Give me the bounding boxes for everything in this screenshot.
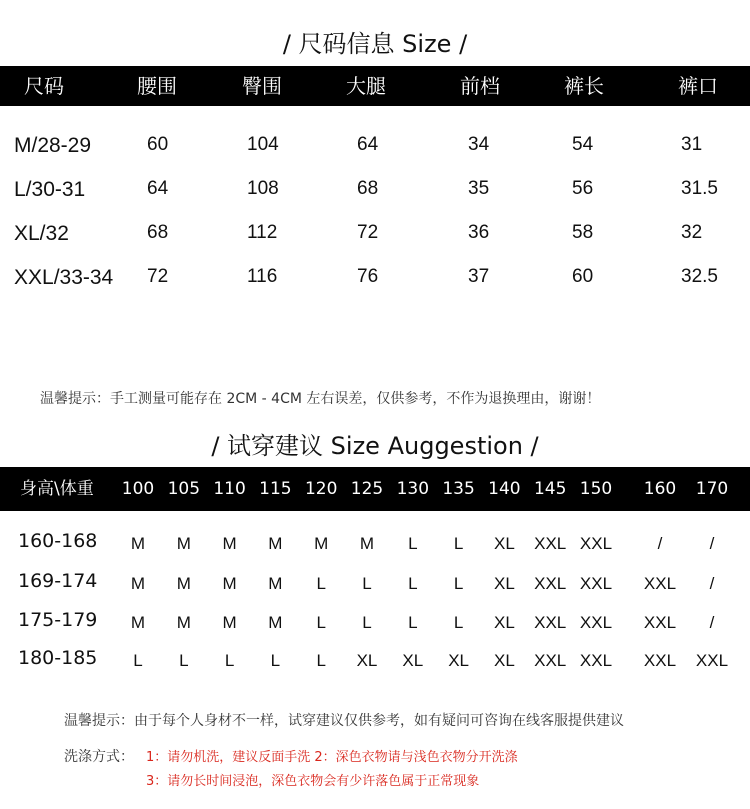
fit-size-cell: M [268, 574, 283, 593]
height-range: 160-168 [18, 530, 98, 552]
size-cell: 56 [572, 178, 594, 199]
weight-header: 130 [396, 479, 430, 499]
weight-header: 125 [350, 479, 384, 499]
height-range: 175-179 [18, 609, 98, 631]
fit-size-cell: XXL [534, 534, 567, 553]
height-range: 180-185 [18, 647, 98, 669]
fit-size-cell: XXL [534, 574, 567, 593]
size-cell: 31.5 [681, 178, 718, 199]
size-row-label: L/30-31 [14, 178, 86, 201]
size-cell: 116 [247, 266, 278, 287]
fit-size-cell: L [453, 613, 464, 632]
fit-size-cell: XXL [579, 613, 613, 632]
fit-size-cell: L [408, 613, 418, 632]
size-cell: 60 [572, 266, 594, 287]
size-cell: 112 [247, 222, 278, 243]
header-hip: 臀围 [242, 74, 282, 98]
size-row-label: XXL/33-34 [14, 266, 114, 289]
fit-note: 温馨提示：由于每个人身材不一样，试穿建议仅供参考，如有疑问可咨询在线客服提供建议 [64, 713, 624, 729]
fit-size-cell: XXL [579, 574, 613, 593]
header-thigh: 大腿 [346, 74, 386, 98]
size-cell: 36 [468, 222, 490, 243]
fit-size-cell: L [270, 651, 281, 670]
header-size: 尺码 [24, 74, 64, 98]
weight-header: 135 [442, 479, 475, 499]
weight-header: 150 [579, 479, 613, 499]
weight-header: 105 [167, 479, 201, 499]
fit-size-cell: M [268, 534, 283, 553]
fit-size-cell: L [408, 574, 418, 593]
fit-size-cell: XXL [695, 651, 729, 670]
header-waist: 腰围 [137, 74, 177, 98]
fit-size-cell: M [130, 574, 146, 593]
fit-size-cell: XXL [579, 651, 613, 670]
fit-size-cell: L [362, 613, 372, 632]
size-info-title: / 尺码信息 Size / [282, 30, 468, 58]
header-height-weight: 身高\体重 [20, 479, 94, 499]
fit-size-cell: L [133, 651, 143, 670]
washing-label: 洗涤方式： [64, 749, 134, 765]
size-suggestion-title: / 试穿建议 Size Auggestion / [211, 432, 539, 460]
fit-size-cell: XXL [579, 534, 613, 553]
size-cell: 108 [247, 178, 279, 199]
fit-size-cell: XL [448, 651, 469, 670]
weight-header: 160 [643, 479, 677, 499]
size-cell: 32.5 [681, 266, 718, 287]
fit-size-cell: L [316, 574, 326, 593]
fit-size-cell: XXL [643, 651, 677, 670]
fit-size-cell: M [268, 613, 283, 632]
size-cell: 104 [247, 134, 279, 155]
fit-size-cell: / [709, 574, 715, 593]
fit-size-cell: M [314, 534, 329, 553]
size-cell: 68 [357, 178, 379, 199]
fit-size-cell: L [316, 651, 326, 670]
washing-line-2: 3：请勿长时间浸泡，深色衣物会有少许落色属于正常现象 [146, 774, 480, 789]
fit-size-cell: XL [402, 651, 424, 670]
weight-header: 120 [304, 479, 338, 499]
header-length: 裤长 [564, 74, 604, 98]
fit-table-header [0, 467, 750, 511]
fit-size-cell: XXL [534, 651, 567, 670]
fit-size-cell: L [224, 651, 235, 670]
size-cell: 64 [357, 134, 379, 155]
weight-header: 115 [259, 479, 292, 499]
fit-size-cell: M [222, 574, 237, 593]
fit-size-cell: XL [493, 534, 515, 553]
weight-header: 100 [121, 479, 155, 499]
fit-size-cell: M [359, 534, 375, 553]
size-cell: 68 [147, 222, 169, 243]
weight-header: 170 [695, 479, 729, 499]
size-cell: 54 [572, 134, 594, 155]
fit-size-cell: L [408, 534, 418, 553]
fit-size-cell: M [176, 574, 191, 593]
fit-size-cell: XL [493, 574, 515, 593]
size-cell: 58 [572, 222, 594, 243]
size-row-label: XL/32 [14, 222, 69, 245]
weight-header: 145 [533, 479, 567, 499]
fit-size-cell: XXL [534, 613, 567, 632]
fit-size-cell: XL [493, 613, 515, 632]
size-cell: 34 [468, 134, 490, 155]
fit-size-cell: L [453, 574, 464, 593]
fit-size-cell: L [362, 574, 372, 593]
weight-header: 140 [488, 479, 521, 499]
fit-size-cell: M [222, 613, 237, 632]
fit-size-cell: L [316, 613, 326, 632]
fit-size-cell: L [179, 651, 189, 670]
fit-size-cell: M [176, 613, 191, 632]
size-cell: 64 [147, 178, 169, 199]
fit-size-cell: M [222, 534, 237, 553]
fit-size-cell: M [176, 534, 191, 553]
size-cell: 60 [147, 134, 169, 155]
fit-size-cell: M [130, 613, 146, 632]
fit-size-cell: XXL [643, 574, 677, 593]
size-cell: 37 [468, 266, 490, 287]
fit-size-cell: / [709, 534, 715, 553]
size-cell: 72 [357, 222, 379, 243]
fit-size-cell: L [453, 534, 464, 553]
size-cell: 72 [147, 266, 169, 287]
fit-size-cell: XXL [643, 613, 677, 632]
size-cell: 76 [357, 266, 379, 287]
fit-size-cell: XL [493, 651, 515, 670]
size-row-label: M/28-29 [14, 134, 92, 157]
header-leg-open: 裤口 [678, 74, 718, 98]
size-cell: 35 [468, 178, 490, 199]
size-table-header [0, 66, 750, 106]
measure-note: 温馨提示：手工测量可能存在 2CM - 4CM 左右误差，仅供参考，不作为退换理由，谢谢！ [40, 391, 601, 407]
size-cell: 32 [681, 222, 703, 243]
fit-size-cell: / [657, 534, 663, 553]
height-range: 169-174 [18, 570, 98, 592]
fit-size-cell: XL [356, 651, 378, 670]
fit-size-cell: M [130, 534, 146, 553]
size-cell: 31 [681, 134, 703, 155]
washing-line-1: 1：请勿机洗，建议反面手洗 2：深色衣物请与浅色衣物分开洗涤 [146, 750, 518, 765]
fit-size-cell: / [709, 613, 715, 632]
weight-header: 110 [213, 479, 246, 499]
header-rise: 前档 [460, 74, 500, 98]
